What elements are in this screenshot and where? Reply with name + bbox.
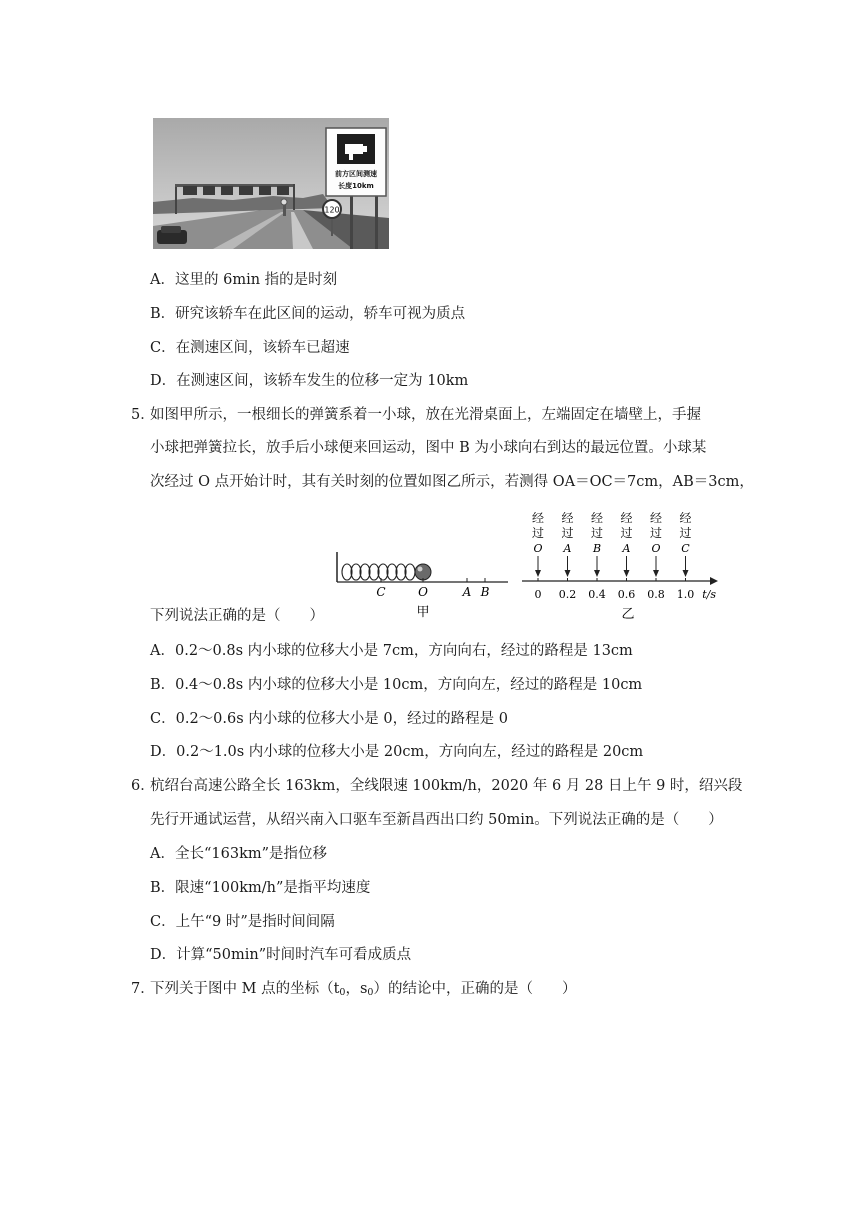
q7-stem-after: ）的结论中，正确的是（ ） [373, 981, 577, 997]
q6-stem-line-2: 先行开通试运营，从绍兴南入口驱车至新昌西出口约 50min。下列说法正确的是（ ） [150, 812, 723, 828]
q6-option-d [150, 945, 411, 965]
event-word-mid: 过 [531, 526, 545, 540]
point-label-b: B [480, 585, 490, 599]
q7-stem-before: 下列关于图中 M 点的坐标（t [150, 981, 340, 997]
event-point-label: B [592, 542, 602, 555]
event-arrow-head [535, 570, 541, 577]
event-word-top: 经 [679, 511, 692, 525]
q5-option-a [150, 641, 633, 661]
q5-stem-line-3: 次经过 O 点开始计时，其有关时刻的位置如图乙所示，若测得 OA＝OC＝7cm，AB＝3cm， [150, 474, 754, 490]
event-point-label: O [651, 542, 661, 555]
option-label: B． [150, 880, 176, 896]
option-label: D． [150, 947, 177, 963]
q5-number: 5． [131, 407, 155, 423]
event-word-top: 经 [531, 511, 545, 525]
point-label-o: O [418, 585, 428, 599]
option-text: 0.2～1.0s 内小球的位移大小是 20cm，方向向左，经过的路程是 20cm [176, 744, 644, 760]
event-arrow-head [565, 570, 571, 577]
q5-stem-line-1: 如图甲所示，一根细长的弹簧系着一小球，放在光滑桌面上，左端固定在墙壁上，手握 [150, 407, 701, 423]
event-word-mid: 过 [561, 526, 574, 540]
spring [342, 564, 415, 580]
time-tick-label: 0.4 [588, 588, 606, 601]
q4-option-a [150, 270, 337, 290]
option-label: C． [150, 914, 176, 930]
option-text: 在测速区间，该轿车发生的位移一定为 10km [176, 373, 469, 389]
option-label: A． [150, 846, 175, 862]
option-label: B． [150, 306, 176, 322]
q5-option-d [150, 742, 643, 762]
q4-option-d [150, 371, 468, 391]
q7-number: 7． [131, 981, 155, 997]
sign-line2: 长度10km [338, 182, 374, 190]
option-text: 在测速区间，该轿车已超速 [175, 340, 350, 356]
option-label: D． [150, 373, 177, 389]
figure-b-caption: 乙 [621, 607, 635, 622]
q5-stem-line-4: 下列说法正确的是（ ） [150, 608, 324, 624]
event-word-mid: 过 [590, 526, 604, 540]
option-text: 研究该轿车在此区间的运动，轿车可视为质点 [175, 306, 466, 322]
option-text: 计算“50min”时间时汽车可看成质点 [176, 947, 412, 963]
point-label-a: A [462, 585, 472, 599]
q6-option-c [150, 912, 335, 932]
event-point-label: A [622, 542, 631, 555]
option-text: 这里的 6min 指的是时刻 [174, 272, 338, 288]
axis-label: t/s [702, 588, 716, 601]
event-word-top: 经 [561, 511, 574, 525]
event-word-top: 经 [649, 511, 663, 525]
event-arrow-head [653, 570, 659, 577]
option-text: 上午“9 时”是指时间间隔 [175, 914, 335, 930]
figure-spring-ball [333, 548, 513, 624]
time-tick-label: 0 [534, 588, 542, 601]
event-word-mid: 过 [620, 526, 633, 540]
figure-time-axis [520, 506, 722, 626]
ball-highlight [418, 567, 423, 572]
ball [415, 564, 431, 580]
event-arrow-head [624, 570, 630, 577]
time-tick-label: 0.8 [647, 588, 665, 601]
event-word-top: 经 [590, 511, 604, 525]
q7-stem [150, 979, 576, 1003]
q6-stem-line-1: 杭绍台高速公路全长 163km，全线限速 100km/h，2020 年 6 月 28 日上午 9 时，绍兴段 [150, 778, 743, 794]
option-label: A． [150, 272, 175, 288]
q7-sub-s: 0 [367, 987, 374, 998]
figure-a-caption: 甲 [416, 605, 430, 620]
q5-option-c [150, 709, 508, 729]
event-point-label: C [681, 542, 690, 555]
option-label: C． [150, 711, 176, 727]
option-text: 限速“100km/h”是指平均速度 [175, 880, 371, 896]
q6-option-b [150, 878, 370, 898]
event-word-mid: 过 [649, 526, 663, 540]
point-label-c: C [376, 585, 386, 599]
event-arrow-head [683, 570, 689, 577]
option-text: 0.4～0.8s 内小球的位移大小是 10cm，方向向左，经过的路程是 10cm [175, 677, 643, 693]
q4-option-b [150, 304, 465, 324]
event-point-label: A [563, 542, 572, 555]
q6-number: 6． [131, 778, 155, 794]
q6-option-a [150, 844, 327, 864]
q5-stem-line-2: 小球把弹簧拉长，放手后小球便来回运动，图中 B 为小球向右到达的最远位置。小球某 [150, 440, 707, 456]
q7-stem-mid: ，s [345, 981, 368, 997]
option-text: 0.2～0.8s 内小球的位移大小是 7cm，方向向右，经过的路程是 13cm [174, 643, 633, 659]
option-label: A． [150, 643, 175, 659]
event-point-label: O [533, 542, 543, 555]
option-label: D． [150, 744, 177, 760]
q4-option-c [150, 338, 350, 358]
option-text: 0.2～0.6s 内小球的位移大小是 0，经过的路程是 0 [175, 711, 508, 727]
q7-sub-t: 0 [339, 987, 346, 998]
highway-photo [153, 118, 389, 249]
time-tick-label: 0.6 [617, 588, 636, 601]
time-tick-label: 0.2 [558, 588, 577, 601]
time-tick-label: 1.0 [676, 588, 695, 601]
speed-limit-text: 120 [324, 205, 340, 215]
q5-option-b [150, 675, 642, 695]
option-label: C． [150, 340, 176, 356]
option-label: B． [150, 677, 176, 693]
event-arrow-head [594, 570, 600, 577]
option-text: 全长“163km”是指位移 [174, 846, 328, 862]
sign-line1: 前方区间测速 [335, 170, 377, 178]
axis-arrow [710, 577, 718, 585]
event-word-top: 经 [620, 511, 633, 525]
event-word-mid: 过 [679, 526, 692, 540]
